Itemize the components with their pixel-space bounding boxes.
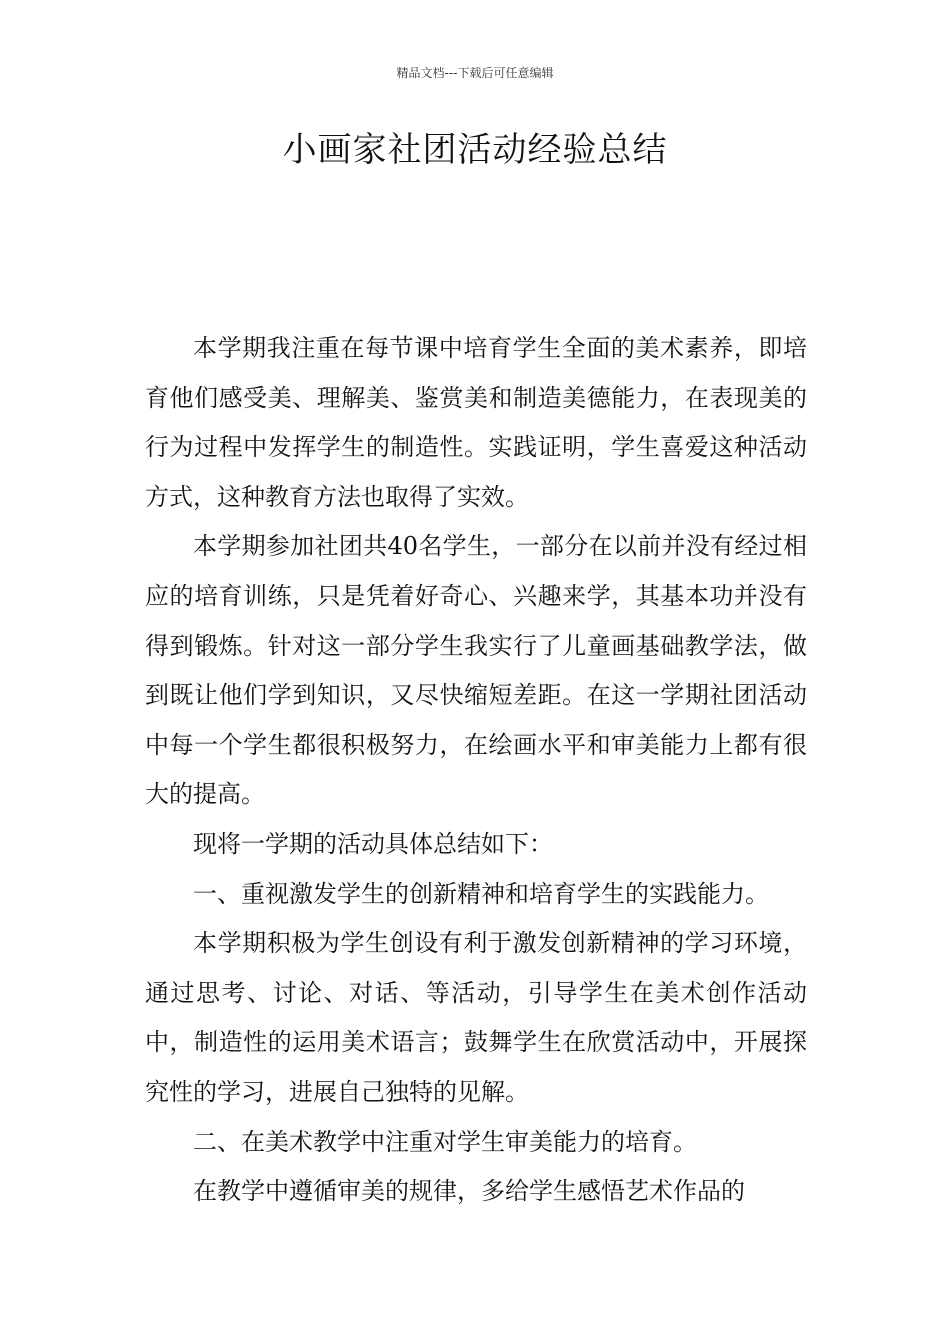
- document-body: [145, 324, 807, 1217]
- paragraph-section-1: 本学期积极为学生创设有利于激发创新精神的学习环境，通过思考、讨论、对话、等活动，引导学生在美术创作活动中，制造性的运用美术语言；鼓舞学生在欣赏活动中，开展探究性的学习，进展自己独特的见解。: [145, 929, 807, 1106]
- section-heading-2: 二、在美术教学中注重对学生审美能力的培育。: [193, 1127, 697, 1156]
- document-title: 小画家社团活动经验总结: [282, 130, 668, 170]
- header-note: 精品文档---下载后可任意编辑: [396, 66, 554, 80]
- paragraph-intro: 本学期我注重在每节课中培育学生全面的美术素养，即培育他们感受美、理解美、鉴赏美和制造美德能力，在表现美的行为过程中发挥学生的制造性。实践证明，学生喜爱这种活动方式，这种教育方法也取得了实效。: [145, 334, 807, 511]
- paragraph-section-2: 在教学中遵循审美的规律，多给学生感悟艺术作品的: [193, 1177, 745, 1206]
- paragraph-summary-lead: 现将一学期的活动具体总结如下：: [193, 829, 553, 858]
- section-heading-1: 一、重视激发学生的创新精神和培育学生的实践能力。: [193, 879, 769, 908]
- paragraph-participants: 本学期参加社团共40名学生，一部分在以前并没有经过相应的培育训练，只是凭着好奇心、兴趣来学，其基本功并没有得到锻炼。针对这一部分学生我实行了儿童画基础教学法，做到既让他们学到知识，又尽快缩短差距。在这一学期社团活动中每一个学生都很积极努力，在绘画水平和审美能力上都有很大的提高。: [145, 532, 807, 809]
